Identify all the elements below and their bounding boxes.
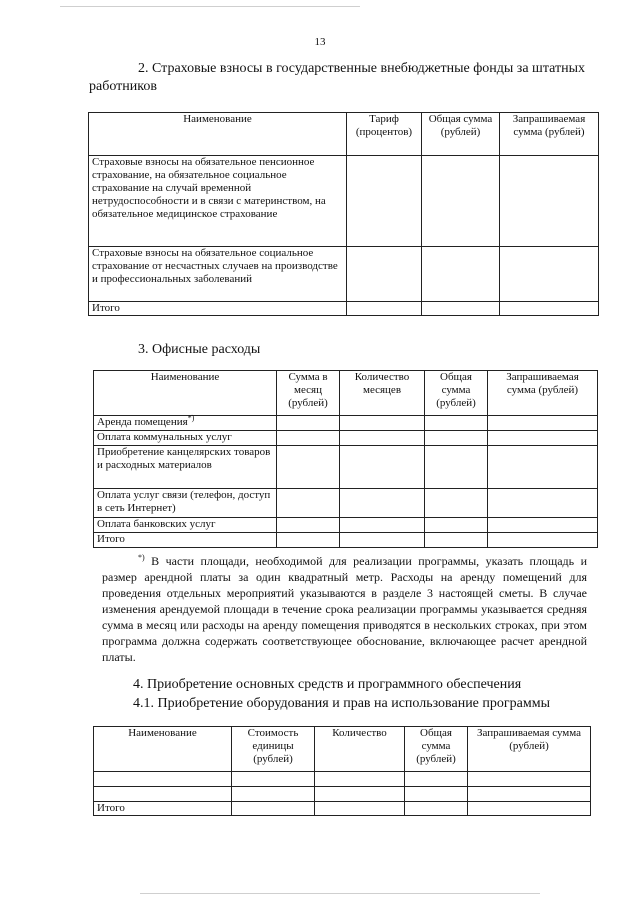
- cell: [347, 247, 422, 302]
- header-total-amount: Общая сумма (рублей): [425, 371, 488, 416]
- row-label: Страховые взносы на обязательное социальное страхование от несчастных случаев на производстве и профессиональных заболеваний: [89, 247, 347, 302]
- section-2-title: 2. Страховые взносы в государственные внебюджетные фонды за штатных работников: [89, 61, 585, 94]
- cell: [232, 787, 315, 802]
- total-label: Итого: [94, 533, 277, 548]
- cell: [277, 416, 340, 431]
- cell: [340, 518, 425, 533]
- header-total-amount: Общая сумма (рублей): [422, 113, 500, 156]
- cell: [488, 446, 598, 489]
- header-monthly-amount: Сумма в месяц (рублей): [277, 371, 340, 416]
- cell: [340, 489, 425, 518]
- cell: [277, 446, 340, 489]
- cell: [340, 416, 425, 431]
- insurance-contributions-table: [88, 112, 599, 316]
- total-row: [94, 533, 598, 548]
- section-3-title: 3. Офисные расходы: [138, 342, 261, 357]
- row-label: [94, 413, 277, 431]
- cell: [488, 431, 598, 446]
- cell: [488, 518, 598, 533]
- cell: [425, 431, 488, 446]
- cell: [340, 446, 425, 489]
- office-expenses-table: [93, 370, 598, 548]
- cell: [94, 787, 232, 802]
- row-label: Оплата коммунальных услуг: [94, 431, 277, 446]
- footnote-mark: *): [187, 413, 195, 423]
- cell: [277, 489, 340, 518]
- scan-artifact-top: [60, 6, 360, 7]
- header-requested-amount: Запрашиваемая сумма (рублей): [488, 371, 598, 416]
- cell: [340, 431, 425, 446]
- cell: [425, 518, 488, 533]
- cell: [425, 446, 488, 489]
- cell: [468, 772, 591, 787]
- header-total-amount: Общая сумма (рублей): [405, 727, 468, 772]
- scan-artifact-bottom: [140, 893, 540, 894]
- cell: [422, 247, 500, 302]
- header-rate: Тариф (процентов): [347, 113, 422, 156]
- office-footnote: [102, 553, 587, 665]
- cell: [488, 533, 598, 548]
- table-header-row: [89, 113, 599, 156]
- cell: [277, 431, 340, 446]
- cell: [315, 787, 405, 802]
- table-row: [94, 431, 598, 446]
- header-unit-cost: Стоимость единицы (рублей): [232, 727, 315, 772]
- cell: [347, 302, 422, 316]
- table-row: [94, 787, 591, 802]
- cell: [315, 802, 405, 816]
- page-number: 13: [314, 36, 326, 48]
- cell: [425, 533, 488, 548]
- table-header-row: [94, 371, 598, 416]
- table-row: [94, 416, 598, 431]
- header-months-count: Количество месяцев: [340, 371, 425, 416]
- cell: [94, 772, 232, 787]
- total-label: Итого: [94, 802, 232, 816]
- row-label-text: Аренда помещения: [97, 416, 188, 428]
- cell: [232, 802, 315, 816]
- header-requested-amount: Запрашиваемая сумма (рублей): [468, 727, 591, 772]
- cell: [468, 802, 591, 816]
- total-row: [94, 802, 591, 816]
- cell: [488, 416, 598, 431]
- cell: [315, 772, 405, 787]
- header-name: Наименование: [94, 727, 232, 772]
- row-label: Страховые взносы на обязательное пенсионное страхование, на обязательное социальное страхование на случай временной нетрудоспособности и в связи с материнством, на обязательное медицинское страхование: [89, 156, 347, 247]
- footnote-mark: *): [138, 553, 145, 562]
- cell: [422, 302, 500, 316]
- cell: [277, 533, 340, 548]
- cell: [425, 416, 488, 431]
- cell: [340, 533, 425, 548]
- row-label: Оплата банковских услуг: [94, 518, 277, 533]
- section-4-1-title: 4.1. Приобретение оборудования и прав на использование программы: [133, 696, 550, 711]
- row-label: Приобретение канцелярских товаров и расходных материалов: [94, 446, 277, 489]
- cell: [425, 489, 488, 518]
- cell: [500, 302, 599, 316]
- table-header-row: [94, 727, 591, 772]
- cell: [277, 518, 340, 533]
- equipment-table: [93, 726, 591, 816]
- cell: [422, 156, 500, 247]
- table-row: [89, 247, 599, 302]
- cell: [347, 156, 422, 247]
- cell: [405, 787, 468, 802]
- cell: [500, 247, 599, 302]
- header-name: Наименование: [89, 113, 347, 156]
- cell: [468, 787, 591, 802]
- table-row: [94, 518, 598, 533]
- header-name: Наименование: [94, 371, 277, 416]
- table-row: [89, 156, 599, 247]
- cell: [232, 772, 315, 787]
- row-label: Оплата услуг связи (телефон, доступ в сеть Интернет): [94, 489, 277, 518]
- section-4-title: 4. Приобретение основных средств и программного обеспечения: [133, 677, 522, 692]
- cell: [405, 802, 468, 816]
- footnote-text: В части площади, необходимой для реализации программы, указать площадь и размер арендной платы за один квадратный метр. Расходы на аренду помещений для проведения отдельных мероприятий указываются в разделе 3 настоящей сметы. В случае изменения арендуемой площади в течение срока реализации программы указывается средняя сумма в месяц или расходы на аренду помещения приводятся в нескольких строках, при этом программа должна содержать соответствующее обоснование, включающее расчет арендной платы.: [102, 554, 588, 664]
- header-requested-amount: Запрашиваемая сумма (рублей): [500, 113, 599, 156]
- cell: [488, 489, 598, 518]
- total-row: [89, 302, 599, 316]
- header-quantity: Количество: [315, 727, 405, 772]
- table-row: [94, 772, 591, 787]
- total-label: Итого: [89, 302, 347, 316]
- table-row: [94, 489, 598, 518]
- cell: [500, 156, 599, 247]
- table-row: [94, 446, 598, 489]
- cell: [405, 772, 468, 787]
